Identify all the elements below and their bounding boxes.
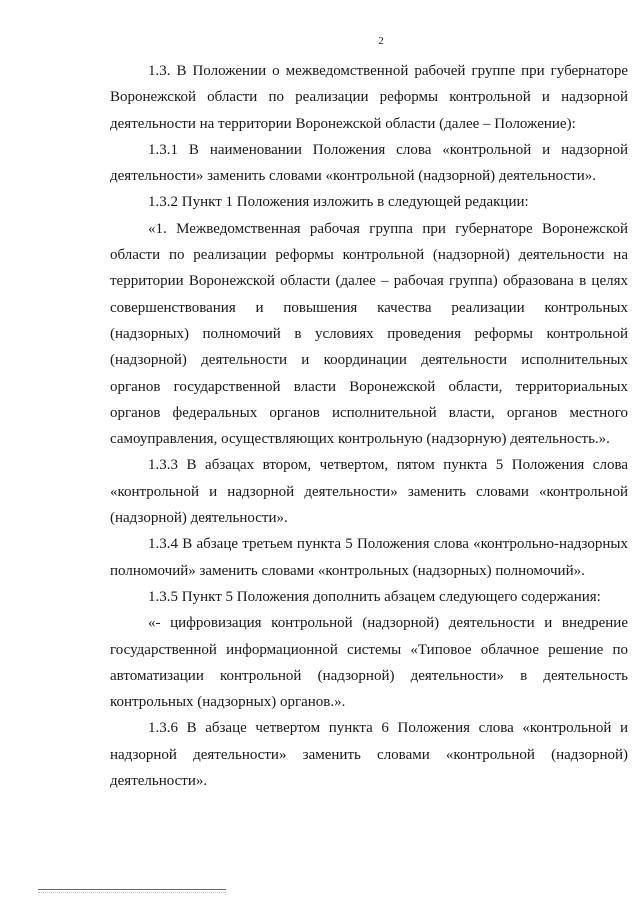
paragraph-quoted-bullet: «- цифровизация контрольной (надзорной) деятельности и внедрение государственной информационной системы «Типовое облачное решение по автоматизации контрольной (надзорной) деятельности» в деятельность контрольных (надзорных) органов.». bbox=[110, 615, 628, 711]
paragraph-1-3-5: 1.3.5 Пункт 5 Положения дополнить абзацем следующего содержания: bbox=[148, 588, 601, 605]
paragraph-1-3-1: 1.3.1 В наименовании Положения слова «контрольной и надзорной деятельности» заменить словами «контрольной (надзорной) деятельности». bbox=[110, 141, 628, 185]
paragraph-1-3-2: 1.3.2 Пункт 1 Положения изложить в следующей редакции: bbox=[148, 194, 529, 211]
footer-rule bbox=[38, 889, 226, 890]
paragraph-1-3-6: 1.3.6 В абзаце четвертом пункта 6 Положения слова «контрольной и надзорной деятельности» заменить словами «контрольной (надзорной) деятельности». bbox=[110, 720, 628, 790]
paragraph-quoted-item-1: «1. Межведомственная рабочая группа при губернаторе Воронежской области по реализации реформы контрольной (надзорной) деятельности на территории Воронежской области (далее – рабочая группа) образована в целях совершенствования и повышения качества реализации контрольных (надзорных) полномочий в условиях проведения реформы контрольной (надзорной) деятельности и координации деятельности исполнительных органов государственной власти Воронежской области, территориальных органов федеральных органов исполнительной власти, органов местного самоуправления, осуществляющих контрольную (надзорную) деятельность.». bbox=[110, 220, 628, 448]
document-body bbox=[110, 58, 628, 794]
footer-dotted-rule bbox=[38, 892, 226, 893]
paragraph-1-3: 1.3. В Положении о межведомственной рабочей группе при губернаторе Воронежской области по реализации реформы контрольной и надзорной деятельности на территории Воронежской области (далее – Положение): bbox=[110, 63, 628, 132]
paragraph-1-3-4: 1.3.4 В абзаце третьем пункта 5 Положения слова «контрольно-надзорных полномочий» заменить словами «контрольных (надзорных) полномочий». bbox=[110, 536, 628, 579]
page-number: 2 bbox=[378, 35, 384, 47]
paragraph-1-3-3: 1.3.3 В абзацах втором, четвертом, пятом пункта 5 Положения слова «контрольной и надзорной деятельности» заменить словами «контрольной (надзорной) деятельности». bbox=[110, 457, 628, 527]
